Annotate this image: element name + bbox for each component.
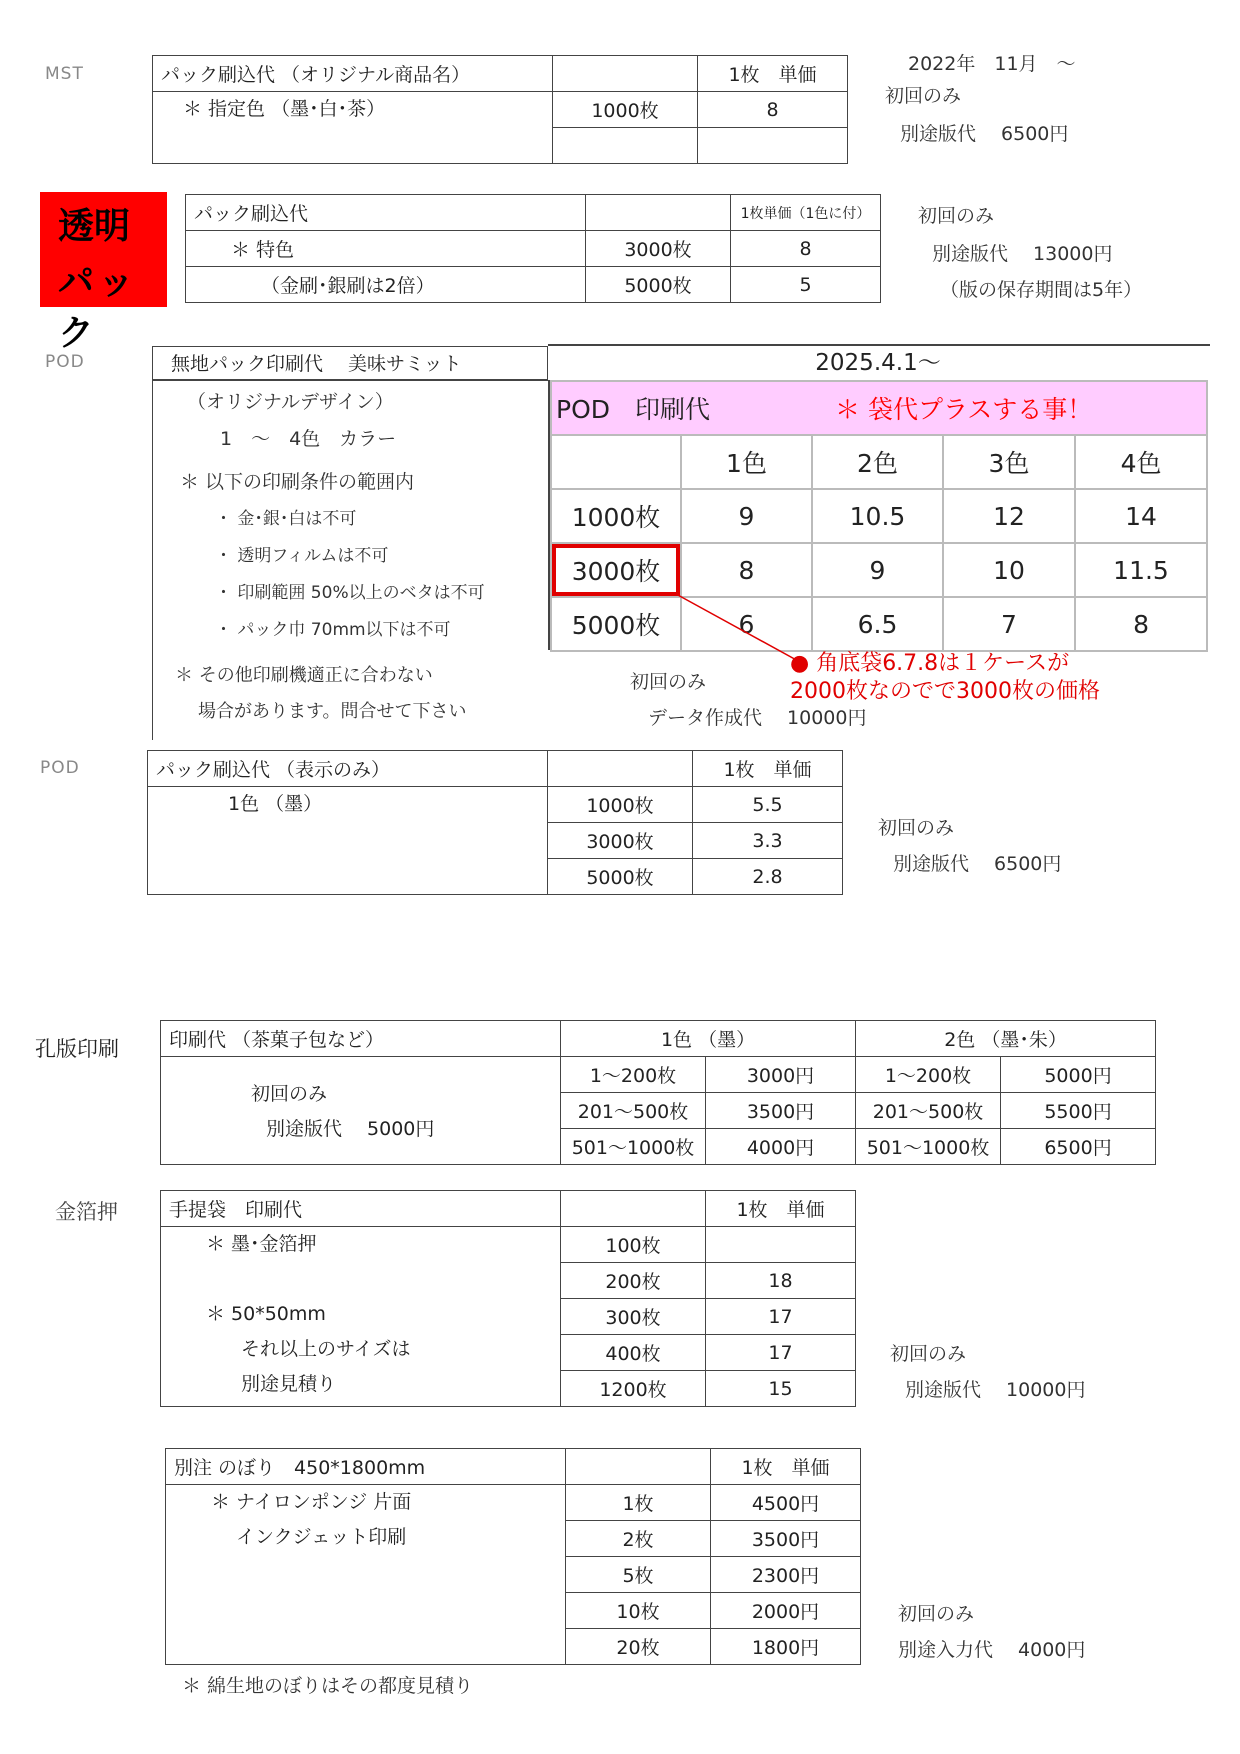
stencil-note-first: 初回のみ — [251, 1083, 328, 1105]
foil-desc-3: それ以上のサイズは — [241, 1338, 411, 1360]
pod1-col-4: 4色 — [1075, 435, 1207, 489]
pod1-price-cell: 6.5 — [812, 597, 943, 651]
mst-price: 8 — [698, 92, 848, 128]
pod1-other-note2: 場合があります。問合せて下さい — [198, 701, 467, 722]
pod1-col-1: 1色 — [681, 435, 812, 489]
pod1-date: 2025.4.1～ — [815, 350, 941, 376]
foil-desc-2: ＊ 50*50mm — [206, 1303, 326, 1325]
pod2-qty-1: 3000枚 — [548, 823, 693, 859]
stencil-table — [160, 1020, 1156, 1165]
clear-note-plate: 別途版代 13000円 — [932, 243, 1113, 265]
stencil-price: 4000円 — [706, 1129, 856, 1165]
foil-header: 手提袋 印刷代 — [161, 1191, 561, 1227]
pod1-row-qty-highlighted: 3000枚 — [551, 543, 681, 597]
foil-qty: 300枚 — [561, 1299, 706, 1335]
stencil-price: 3500円 — [706, 1093, 856, 1129]
stencil-price: 3000円 — [706, 1057, 856, 1093]
pod1-col-2: 2色 — [812, 435, 943, 489]
stencil-range: 201～500枚 — [561, 1093, 706, 1129]
mst-desc: ＊ 指定色 （墨･白･茶） — [153, 92, 553, 164]
pod1-price-cell: 6 — [681, 597, 812, 651]
pod2-note-first: 初回のみ — [878, 817, 955, 839]
foil-qty: 100枚 — [561, 1227, 706, 1263]
banner-price: 4500円 — [711, 1485, 861, 1521]
stencil-label: 孔版印刷 — [35, 1037, 119, 1061]
pod2-price-1: 3.3 — [693, 823, 843, 859]
pod1-price-cell: 8 — [1075, 597, 1207, 651]
foil-price: 18 — [706, 1263, 856, 1299]
banner-qty: 10枚 — [566, 1593, 711, 1629]
clear-badge-line1: 透明 — [58, 206, 131, 247]
foil-price — [706, 1227, 856, 1263]
pod2-price-2: 2.8 — [693, 859, 843, 895]
clear-price-1: 5 — [731, 267, 881, 303]
stencil-note-plate: 別途版代 5000円 — [266, 1118, 435, 1140]
stencil-price: 5500円 — [1001, 1093, 1156, 1129]
banner-price: 2000円 — [711, 1593, 861, 1629]
mst-header: パック刷込代 （オリジナル商品名） — [153, 56, 553, 92]
foil-qty: 1200枚 — [561, 1371, 706, 1407]
pod1-price-cell: 10.5 — [812, 489, 943, 543]
pod1-price-cell: 9 — [681, 489, 812, 543]
banner-unit-header: 1枚 単価 — [711, 1449, 861, 1485]
stencil-header: 印刷代 （茶菓子包など） — [161, 1021, 561, 1057]
pod1-other-note1: ＊ その他印刷機適正に合わない — [175, 665, 433, 686]
clear-qty-0: 3000枚 — [586, 231, 731, 267]
clear-note-first: 初回のみ — [918, 205, 995, 227]
mst-unit-header: 1枚 単価 — [698, 56, 848, 92]
foil-qty: 400枚 — [561, 1335, 706, 1371]
foil-desc-0: ＊ 墨･金箔押 — [206, 1233, 317, 1255]
foil-note-plate: 別途版代 10000円 — [905, 1379, 1086, 1401]
pod1-annotation2: 2000枚なのでで3000枚の価格 — [790, 679, 1100, 704]
pod1-row-qty: 5000枚 — [551, 597, 681, 651]
pod1-desc-5: ・ 印刷範囲 50%以上のベタは不可 — [215, 583, 485, 603]
pod2-note-plate: 別途版代 6500円 — [893, 853, 1062, 875]
pod1-desc-1: 1 ～ 4色 カラー — [220, 428, 397, 450]
pod1-price-cell: 10 — [943, 543, 1075, 597]
pod1-desc-4: ・ 透明フィルムは不可 — [215, 546, 389, 566]
mst-note-date: 2022年 11月 ～ — [908, 53, 1076, 75]
clear-badge-line2: パック — [58, 262, 139, 354]
pod1-price-cell: 8 — [681, 543, 812, 597]
mst-label: MST — [45, 64, 84, 84]
clear-header: パック刷込代 — [186, 195, 586, 231]
foil-qty: 200枚 — [561, 1263, 706, 1299]
mst-qty: 1000枚 — [553, 92, 698, 128]
pod1-pink-warn: ＊ 袋代プラスする事！ — [835, 395, 1093, 424]
pod1-annotation1: ● 角底袋6.7.8は１ケースが — [790, 651, 1070, 676]
pod1-price-cell: 7 — [943, 597, 1075, 651]
pod1-col-3: 3色 — [943, 435, 1075, 489]
foil-price: 17 — [706, 1335, 856, 1371]
stencil-range: 1～200枚 — [856, 1057, 1001, 1093]
clear-desc1: ＊ 特色 — [186, 231, 586, 267]
pod1-desc-3: ・ 金･銀･白は不可 — [215, 509, 357, 529]
pod2-qty-2: 5000枚 — [548, 859, 693, 895]
foil-desc-4: 別途見積り — [241, 1373, 337, 1395]
banner-qty: 1枚 — [566, 1485, 711, 1521]
pod1-desc-6: ・ パック巾 70mm以下は不可 — [215, 620, 451, 640]
stencil-col2-header: 2色 （墨･朱） — [856, 1021, 1156, 1057]
pod2-label: POD — [40, 758, 80, 778]
pod1-desc-0: （オリジナルデザイン） — [187, 391, 394, 413]
banner-qty: 2枚 — [566, 1521, 711, 1557]
foil-label: 金箔押 — [55, 1200, 118, 1224]
stencil-desc — [161, 1057, 561, 1165]
pod2-desc: 1色 （墨） — [148, 787, 548, 895]
pod2-qty-0: 1000枚 — [548, 787, 693, 823]
pod1-header: 無地パック印刷代 美味サミット — [152, 346, 548, 380]
stencil-range: 201～500枚 — [856, 1093, 1001, 1129]
clear-note-keep: （版の保存期間は5年） — [940, 279, 1143, 301]
pod1-pink-title: POD 印刷代 — [556, 395, 711, 424]
pod1-row-qty: 1000枚 — [551, 489, 681, 543]
mst-note-plate: 別途版代 6500円 — [900, 123, 1069, 145]
banner-table — [165, 1448, 861, 1665]
pod2-unit-header: 1枚 単価 — [693, 751, 843, 787]
pod1-desc-2: ＊ 以下の印刷条件の範囲内 — [180, 471, 415, 493]
banner-header: 別注 のぼり 450*1800mm — [166, 1449, 566, 1485]
banner-qty: 20枚 — [566, 1629, 711, 1665]
stencil-price: 6500円 — [1001, 1129, 1156, 1165]
banner-qty: 5枚 — [566, 1557, 711, 1593]
clear-desc2: （金刷･銀刷は2倍） — [186, 267, 586, 303]
pod1-note-first: 初回のみ — [630, 671, 707, 693]
foil-price: 17 — [706, 1299, 856, 1335]
banner-note-input: 別途入力代 4000円 — [898, 1639, 1086, 1661]
banner-footnote: ＊ 綿生地のぼりはその都度見積り — [182, 1675, 474, 1697]
pod1-price-cell: 14 — [1075, 489, 1207, 543]
banner-price: 1800円 — [711, 1629, 861, 1665]
banner-price: 3500円 — [711, 1521, 861, 1557]
pod2-table — [147, 750, 843, 895]
clear-price-0: 8 — [731, 231, 881, 267]
clear-qty-1: 5000枚 — [586, 267, 731, 303]
pod1-label: POD — [45, 352, 85, 372]
stencil-range: 501～1000枚 — [856, 1129, 1001, 1165]
banner-note-first: 初回のみ — [898, 1603, 975, 1625]
pod2-price-0: 5.5 — [693, 787, 843, 823]
pod1-price-cell: 11.5 — [1075, 543, 1207, 597]
foil-price: 15 — [706, 1371, 856, 1407]
pod1-price-cell: 12 — [943, 489, 1075, 543]
mst-note-first: 初回のみ — [885, 85, 962, 107]
foil-table — [160, 1190, 856, 1407]
foil-desc — [161, 1227, 561, 1407]
stencil-range: 1～200枚 — [561, 1057, 706, 1093]
stencil-price: 5000円 — [1001, 1057, 1156, 1093]
banner-desc2: インクジェット印刷 — [236, 1526, 407, 1548]
pod1-price-cell: 9 — [812, 543, 943, 597]
stencil-col1-header: 1色 （墨） — [561, 1021, 856, 1057]
clear-unit-header: 1枚単価（1色に付） — [731, 195, 881, 231]
banner-price: 2300円 — [711, 1557, 861, 1593]
banner-desc — [166, 1485, 566, 1665]
pod2-header: パック刷込代 （表示のみ） — [148, 751, 548, 787]
foil-note-first: 初回のみ — [890, 1343, 967, 1365]
foil-unit-header: 1枚 単価 — [706, 1191, 856, 1227]
stencil-range: 501～1000枚 — [561, 1129, 706, 1165]
pod1-note-data: データ作成代 10000円 — [648, 707, 867, 729]
banner-desc1: ＊ ナイロンポンジ 片面 — [211, 1491, 412, 1513]
